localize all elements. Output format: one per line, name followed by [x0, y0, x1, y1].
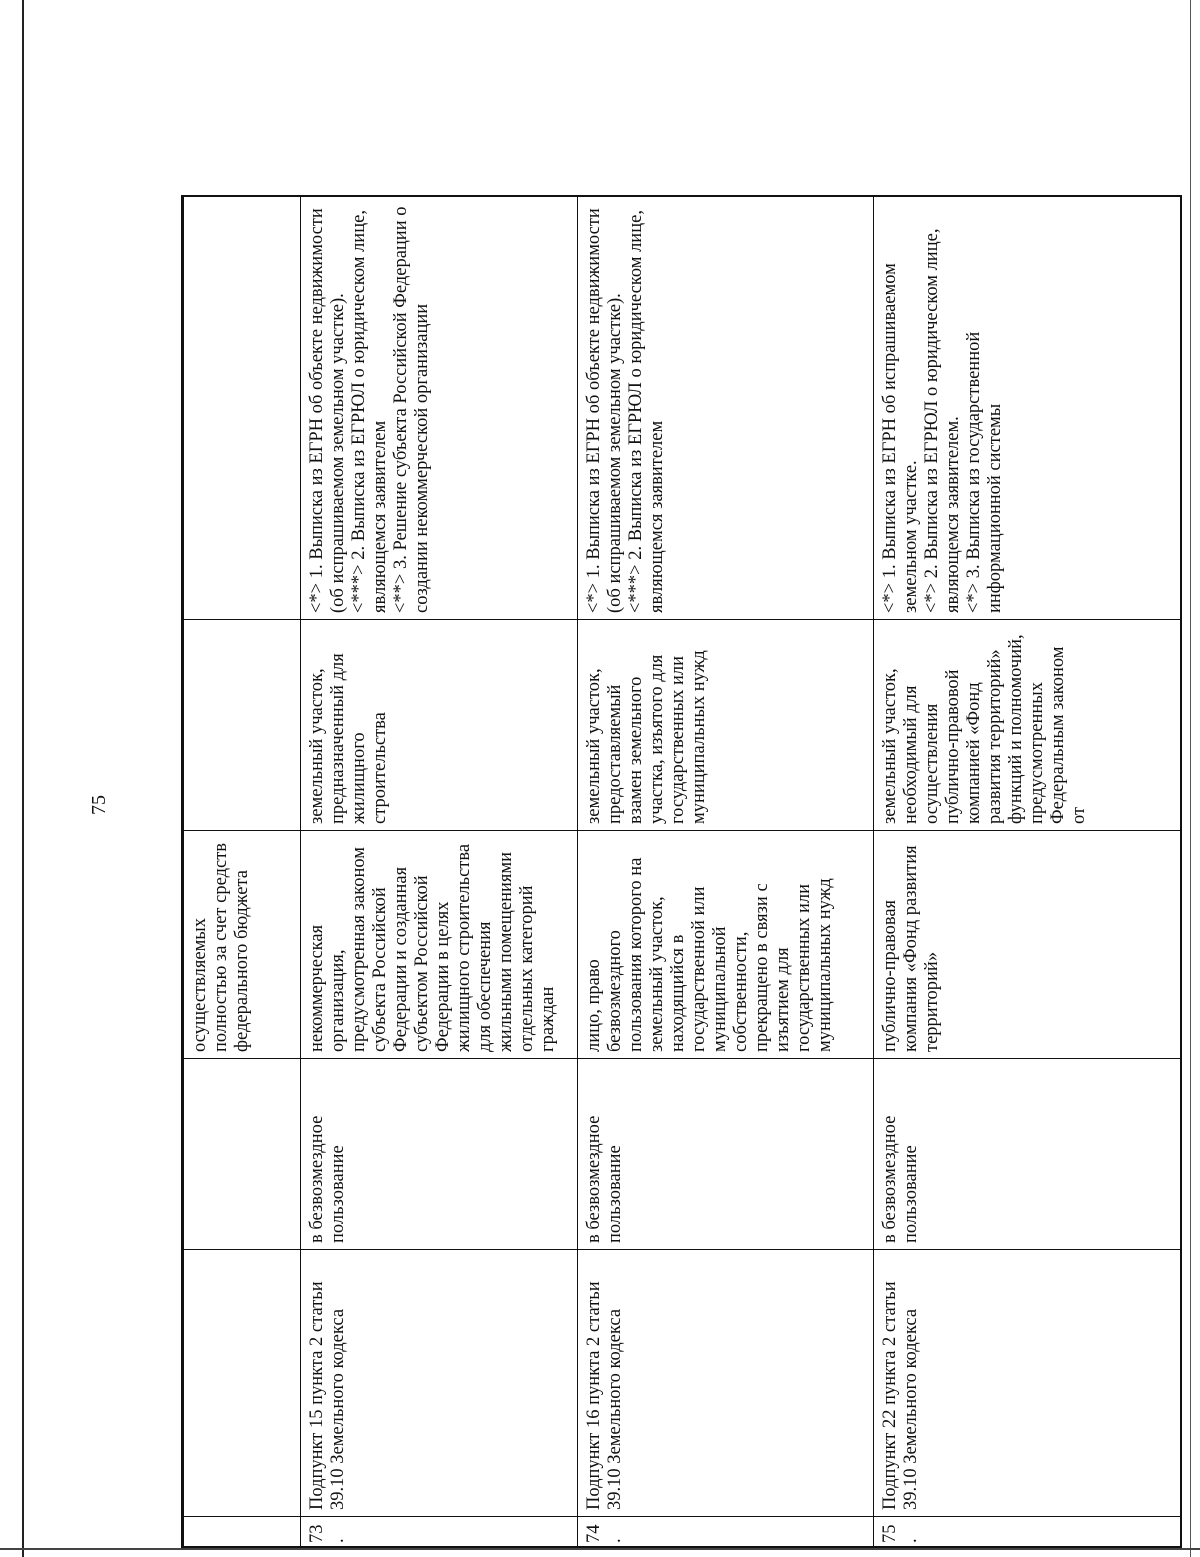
cell-land-plot: земельный участок, предоставляемый взамен земельного участка, изъятого для государственных или муниципальных нужд — [578, 620, 874, 831]
cell-number: 73. — [301, 1517, 578, 1549]
cell-documents: <*> 1. Выписка из ЕГРН об объекте недвижимости (об испрашиваемом земельном участке). <***> 2. Выписка из ЕГРЮЛ о юридическом лице, являющемся заявителем <**> 3. Решение субъекта Российской Федерации о создании некоммерческой организации — [301, 197, 578, 620]
cell-recipient: публично-правовая компания «Фонд развития территорий» — [874, 831, 1183, 1059]
cell-legal-basis: Подпункт 22 пункта 2 статьи 39.10 Земельного кодекса — [874, 1250, 1183, 1517]
page-number: 75 — [88, 795, 110, 815]
cell-number: 74. — [578, 1517, 874, 1549]
cell-land-plot: земельный участок, предназначенный для жилищного строительства — [301, 620, 578, 831]
cell-right-type — [184, 1059, 301, 1250]
cell-right-type: в безвозмездное пользование — [578, 1059, 874, 1250]
cell-recipient: лицо, право безвозмездного пользования которого на земельный участок, находящийся в государственной или муниципальной собственности, прекращено в связи с изъятием для государственных или муниципальных нужд — [578, 831, 874, 1059]
cell-land-plot: земельный участок, необходимый для осуществления публично-правовой компанией «Фонд развития территорий» функций и полномочий, предусмотренных Федеральным законом от — [874, 620, 1183, 831]
scan-right-edge — [1190, 0, 1191, 1557]
document-table-frame — [181, 195, 1182, 1548]
cell-number — [184, 1517, 301, 1549]
cell-legal-basis: Подпункт 15 пункта 2 статьи 39.10 Земельного кодекса — [301, 1250, 578, 1517]
cell-legal-basis: Подпункт 16 пункта 2 статьи 39.10 Земельного кодекса — [578, 1250, 874, 1517]
cell-land-plot — [184, 620, 301, 831]
cell-recipient: осуществляемых полностью за счет средств федерального бюджета — [184, 831, 301, 1059]
table-row — [578, 197, 874, 1549]
cell-recipient: некоммерческая организация, предусмотренная законом субъекта Российской Федерации и созданная субъектом Российской Федерации в целях жилищного строительства для обеспечения жильными помещениями отдельных категорий граждан — [301, 831, 578, 1059]
cell-documents — [184, 197, 301, 620]
cell-right-type: в безвозмездное пользование — [874, 1059, 1183, 1250]
table-row-continuation — [184, 197, 301, 1549]
cell-legal-basis — [184, 1250, 301, 1517]
scan-bottom-edge — [0, 1548, 1200, 1550]
cell-documents: <*> 1. Выписка из ЕГРН об испрашиваемом земельном участке. <*> 2. Выписка из ЕГРЮЛ о юридическом лице, являющемся заявителем. <*> 3. Выписка из государственной информационной системы — [874, 197, 1183, 620]
cell-documents: <*> 1. Выписка из ЕГРН об объекте недвижимости (об испрашиваемом земельном участке). <***> 2. Выписка из ЕГРЮЛ о юридическом лице, являющемся заявителем — [578, 197, 874, 620]
scan-left-edge — [22, 0, 24, 1557]
table-row — [874, 197, 1183, 1549]
cell-right-type: в безвозмездное пользование — [301, 1059, 578, 1250]
rotated-table-container — [183, 197, 1182, 1548]
cell-number: 75. — [874, 1517, 1183, 1549]
table-row — [301, 197, 578, 1549]
land-provision-table — [183, 196, 1182, 1548]
